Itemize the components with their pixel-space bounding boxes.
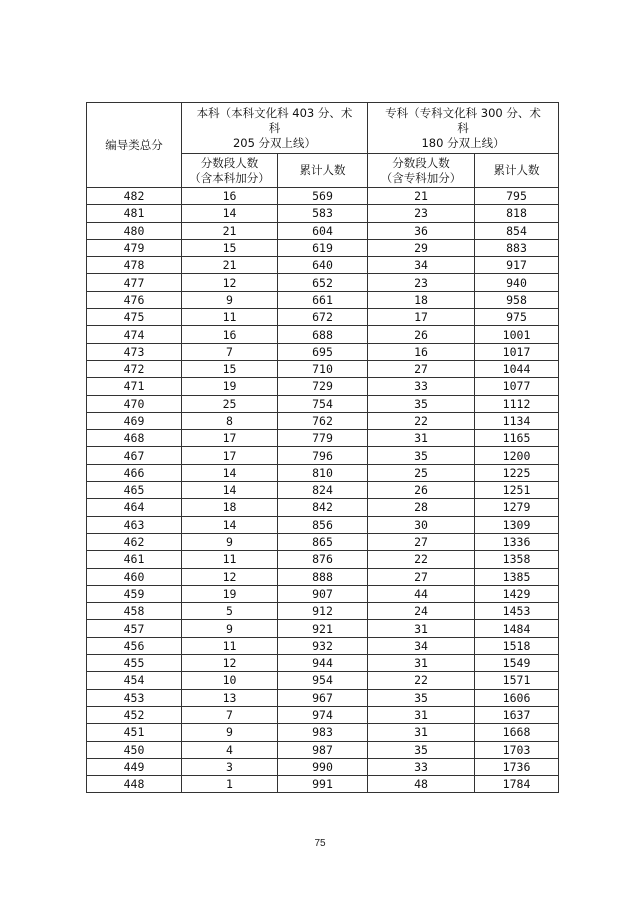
cell-junior-count: 22	[368, 551, 475, 568]
cell-junior-count: 31	[368, 706, 475, 723]
cell-junior-cumulative: 1017	[475, 343, 559, 360]
cell-junior-cumulative: 1668	[475, 724, 559, 741]
cell-junior-cumulative: 958	[475, 291, 559, 308]
table-row	[87, 585, 559, 602]
cell-junior-count: 34	[368, 637, 475, 654]
table-row	[87, 516, 559, 533]
header-junior-line-3: 180 分双上线）	[421, 135, 505, 150]
cell-undergrad-count: 7	[182, 706, 278, 723]
cell-undergrad-cumulative: 810	[278, 464, 368, 481]
cell-junior-count: 18	[368, 291, 475, 308]
cell-junior-cumulative: 854	[475, 222, 559, 239]
cell-undergrad-cumulative: 640	[278, 257, 368, 274]
table-row	[87, 568, 559, 585]
cell-undergrad-count: 11	[182, 309, 278, 326]
cell-junior-count: 31	[368, 655, 475, 672]
cell-junior-count: 23	[368, 205, 475, 222]
table-row	[87, 430, 559, 447]
cell-junior-cumulative: 1484	[475, 620, 559, 637]
cell-junior-count: 28	[368, 499, 475, 516]
cell-junior-count: 30	[368, 516, 475, 533]
cell-junior-cumulative: 1385	[475, 568, 559, 585]
header-row-main	[87, 103, 559, 154]
cell-junior-cumulative: 795	[475, 188, 559, 205]
cell-undergrad-count: 1	[182, 776, 278, 793]
cell-junior-cumulative: 1225	[475, 464, 559, 481]
cell-score: 465	[87, 482, 182, 499]
table-row	[87, 222, 559, 239]
cell-junior-count: 36	[368, 222, 475, 239]
cell-undergrad-count: 16	[182, 326, 278, 343]
cell-junior-cumulative: 1165	[475, 430, 559, 447]
cell-junior-cumulative: 1309	[475, 516, 559, 533]
header-category	[87, 103, 182, 188]
cell-undergrad-cumulative: 987	[278, 741, 368, 758]
cell-junior-cumulative: 818	[475, 205, 559, 222]
table-row	[87, 620, 559, 637]
cell-junior-count: 25	[368, 464, 475, 481]
cell-undergrad-cumulative: 661	[278, 291, 368, 308]
cell-score: 469	[87, 412, 182, 429]
header-undergrad-cumulative	[278, 154, 368, 188]
cell-junior-cumulative: 975	[475, 309, 559, 326]
cell-score: 464	[87, 499, 182, 516]
cell-score: 474	[87, 326, 182, 343]
cell-junior-cumulative: 1077	[475, 378, 559, 395]
header-junior-cumulative	[475, 154, 559, 188]
cell-junior-count: 35	[368, 395, 475, 412]
header-undergrad-band	[182, 154, 278, 188]
cell-undergrad-count: 12	[182, 655, 278, 672]
cell-junior-cumulative: 1703	[475, 741, 559, 758]
cell-undergrad-count: 25	[182, 395, 278, 412]
cell-junior-cumulative: 1549	[475, 655, 559, 672]
table-row	[87, 482, 559, 499]
table-row	[87, 464, 559, 481]
cell-score: 478	[87, 257, 182, 274]
cell-junior-cumulative: 1200	[475, 447, 559, 464]
cell-undergrad-cumulative: 907	[278, 585, 368, 602]
cell-junior-cumulative: 883	[475, 239, 559, 256]
table-row	[87, 499, 559, 516]
cell-undergrad-count: 11	[182, 551, 278, 568]
cell-score: 454	[87, 672, 182, 689]
table-row	[87, 205, 559, 222]
cell-junior-count: 31	[368, 620, 475, 637]
header-junior-line-1: 专科（专科文化科 300 分、术	[385, 105, 541, 120]
cell-undergrad-count: 8	[182, 412, 278, 429]
cell-junior-count: 26	[368, 326, 475, 343]
table-row	[87, 395, 559, 412]
cell-junior-cumulative: 940	[475, 274, 559, 291]
cell-score: 477	[87, 274, 182, 291]
table-row	[87, 741, 559, 758]
cell-undergrad-cumulative: 779	[278, 430, 368, 447]
table-row	[87, 655, 559, 672]
cell-undergrad-count: 21	[182, 222, 278, 239]
cell-junior-cumulative: 1001	[475, 326, 559, 343]
cell-junior-count: 31	[368, 430, 475, 447]
table-row	[87, 412, 559, 429]
header-undergrad	[182, 103, 368, 154]
cell-score: 470	[87, 395, 182, 412]
cell-score: 457	[87, 620, 182, 637]
cell-junior-cumulative: 1637	[475, 706, 559, 723]
cell-score: 472	[87, 360, 182, 377]
table-row	[87, 343, 559, 360]
cell-score: 458	[87, 603, 182, 620]
header-undergrad-cumulative-label: 累计人数	[299, 163, 346, 177]
cell-junior-cumulative: 1251	[475, 482, 559, 499]
cell-junior-count: 35	[368, 689, 475, 706]
header-junior-band	[368, 154, 475, 188]
cell-junior-cumulative: 1358	[475, 551, 559, 568]
cell-undergrad-cumulative: 990	[278, 758, 368, 775]
cell-score: 473	[87, 343, 182, 360]
cell-undergrad-count: 5	[182, 603, 278, 620]
cell-undergrad-cumulative: 932	[278, 637, 368, 654]
cell-undergrad-cumulative: 710	[278, 360, 368, 377]
cell-undergrad-cumulative: 652	[278, 274, 368, 291]
cell-undergrad-cumulative: 824	[278, 482, 368, 499]
table-row	[87, 551, 559, 568]
table-row	[87, 776, 559, 793]
table-row	[87, 257, 559, 274]
table-row	[87, 724, 559, 741]
cell-undergrad-count: 10	[182, 672, 278, 689]
cell-junior-count: 31	[368, 724, 475, 741]
cell-junior-cumulative: 1606	[475, 689, 559, 706]
cell-score: 466	[87, 464, 182, 481]
cell-undergrad-cumulative: 729	[278, 378, 368, 395]
cell-junior-cumulative: 1279	[475, 499, 559, 516]
cell-score: 461	[87, 551, 182, 568]
cell-undergrad-count: 15	[182, 360, 278, 377]
cell-score: 449	[87, 758, 182, 775]
cell-undergrad-count: 14	[182, 464, 278, 481]
cell-undergrad-count: 12	[182, 568, 278, 585]
table-row	[87, 274, 559, 291]
cell-junior-cumulative: 917	[475, 257, 559, 274]
cell-undergrad-count: 19	[182, 585, 278, 602]
header-undergrad-line-1: 本科（本科文化科 403 分、术	[196, 105, 353, 120]
table-row	[87, 239, 559, 256]
cell-undergrad-cumulative: 954	[278, 672, 368, 689]
cell-undergrad-cumulative: 842	[278, 499, 368, 516]
cell-score: 468	[87, 430, 182, 447]
cell-undergrad-count: 4	[182, 741, 278, 758]
cell-junior-count: 22	[368, 672, 475, 689]
cell-undergrad-cumulative: 695	[278, 343, 368, 360]
table-row	[87, 672, 559, 689]
cell-junior-count: 33	[368, 758, 475, 775]
cell-junior-count: 17	[368, 309, 475, 326]
header-undergrad-band-line-2: （含本科加分）	[189, 170, 270, 185]
cell-score: 451	[87, 724, 182, 741]
cell-junior-count: 48	[368, 776, 475, 793]
cell-junior-count: 21	[368, 188, 475, 205]
cell-undergrad-cumulative: 619	[278, 239, 368, 256]
cell-undergrad-count: 3	[182, 758, 278, 775]
cell-junior-count: 27	[368, 533, 475, 550]
header-junior-cumulative-label: 累计人数	[493, 163, 540, 177]
cell-undergrad-cumulative: 888	[278, 568, 368, 585]
cell-score: 475	[87, 309, 182, 326]
cell-undergrad-count: 9	[182, 291, 278, 308]
cell-undergrad-cumulative: 856	[278, 516, 368, 533]
cell-undergrad-cumulative: 921	[278, 620, 368, 637]
cell-score: 448	[87, 776, 182, 793]
cell-score: 452	[87, 706, 182, 723]
table-row	[87, 309, 559, 326]
cell-undergrad-cumulative: 583	[278, 205, 368, 222]
cell-undergrad-count: 14	[182, 482, 278, 499]
cell-undergrad-count: 17	[182, 430, 278, 447]
cell-undergrad-cumulative: 912	[278, 603, 368, 620]
cell-junior-count: 23	[368, 274, 475, 291]
cell-junior-count: 44	[368, 585, 475, 602]
cell-undergrad-count: 12	[182, 274, 278, 291]
cell-score: 480	[87, 222, 182, 239]
table-row	[87, 188, 559, 205]
cell-undergrad-cumulative: 796	[278, 447, 368, 464]
cell-junior-cumulative: 1453	[475, 603, 559, 620]
cell-undergrad-cumulative: 569	[278, 188, 368, 205]
cell-junior-count: 27	[368, 568, 475, 585]
cell-undergrad-cumulative: 991	[278, 776, 368, 793]
cell-undergrad-count: 19	[182, 378, 278, 395]
cell-undergrad-count: 13	[182, 689, 278, 706]
cell-junior-cumulative: 1134	[475, 412, 559, 429]
cell-undergrad-cumulative: 762	[278, 412, 368, 429]
table-body	[87, 103, 559, 793]
cell-junior-count: 16	[368, 343, 475, 360]
header-undergrad-line-3: 205 分双上线）	[232, 135, 317, 150]
cell-score: 481	[87, 205, 182, 222]
cell-undergrad-cumulative: 967	[278, 689, 368, 706]
cell-junior-cumulative: 1429	[475, 585, 559, 602]
table-row	[87, 447, 559, 464]
cell-undergrad-cumulative: 876	[278, 551, 368, 568]
header-junior-band-line-1: 分数段人数	[392, 155, 450, 170]
cell-junior-count: 35	[368, 741, 475, 758]
cell-junior-count: 29	[368, 239, 475, 256]
table-row	[87, 291, 559, 308]
header-junior-line-2: 科	[457, 120, 469, 135]
score-distribution-table	[86, 102, 559, 793]
cell-undergrad-cumulative: 944	[278, 655, 368, 672]
page-number: 75	[314, 838, 326, 849]
header-undergrad-line-2: 科	[268, 120, 281, 135]
table-row	[87, 758, 559, 775]
cell-junior-cumulative: 1336	[475, 533, 559, 550]
cell-undergrad-count: 9	[182, 533, 278, 550]
cell-undergrad-cumulative: 974	[278, 706, 368, 723]
table-row	[87, 326, 559, 343]
cell-undergrad-count: 17	[182, 447, 278, 464]
cell-junior-cumulative: 1784	[475, 776, 559, 793]
cell-score: 456	[87, 637, 182, 654]
cell-score: 460	[87, 568, 182, 585]
cell-junior-count: 33	[368, 378, 475, 395]
cell-score: 471	[87, 378, 182, 395]
cell-junior-cumulative: 1736	[475, 758, 559, 775]
table-row	[87, 706, 559, 723]
cell-junior-cumulative: 1571	[475, 672, 559, 689]
table-row	[87, 637, 559, 654]
cell-undergrad-count: 11	[182, 637, 278, 654]
cell-junior-cumulative: 1518	[475, 637, 559, 654]
cell-junior-count: 35	[368, 447, 475, 464]
cell-score: 482	[87, 188, 182, 205]
cell-score: 467	[87, 447, 182, 464]
cell-undergrad-cumulative: 865	[278, 533, 368, 550]
cell-undergrad-count: 9	[182, 724, 278, 741]
cell-junior-count: 24	[368, 603, 475, 620]
cell-undergrad-cumulative: 604	[278, 222, 368, 239]
cell-undergrad-count: 9	[182, 620, 278, 637]
cell-score: 462	[87, 533, 182, 550]
cell-score: 459	[87, 585, 182, 602]
header-junior-band-line-2: （含专科加分）	[380, 170, 462, 185]
cell-undergrad-count: 21	[182, 257, 278, 274]
header-junior	[368, 103, 559, 154]
table-row	[87, 533, 559, 550]
cell-undergrad-cumulative: 983	[278, 724, 368, 741]
cell-score: 455	[87, 655, 182, 672]
cell-junior-cumulative: 1044	[475, 360, 559, 377]
cell-undergrad-count: 14	[182, 516, 278, 533]
table-row	[87, 689, 559, 706]
cell-junior-count: 22	[368, 412, 475, 429]
header-category-label: 编导类总分	[105, 137, 163, 152]
cell-undergrad-count: 7	[182, 343, 278, 360]
cell-score: 479	[87, 239, 182, 256]
header-undergrad-band-line-1: 分数段人数	[200, 155, 259, 170]
cell-undergrad-count: 16	[182, 188, 278, 205]
table-row	[87, 360, 559, 377]
table-row	[87, 378, 559, 395]
cell-junior-count: 26	[368, 482, 475, 499]
cell-undergrad-count: 15	[182, 239, 278, 256]
cell-undergrad-cumulative: 672	[278, 309, 368, 326]
cell-undergrad-cumulative: 754	[278, 395, 368, 412]
cell-junior-count: 34	[368, 257, 475, 274]
cell-undergrad-cumulative: 688	[278, 326, 368, 343]
cell-junior-cumulative: 1112	[475, 395, 559, 412]
cell-score: 476	[87, 291, 182, 308]
cell-score: 453	[87, 689, 182, 706]
cell-undergrad-count: 18	[182, 499, 278, 516]
table-row	[87, 603, 559, 620]
cell-score: 463	[87, 516, 182, 533]
cell-score: 450	[87, 741, 182, 758]
cell-junior-count: 27	[368, 360, 475, 377]
cell-undergrad-count: 14	[182, 205, 278, 222]
